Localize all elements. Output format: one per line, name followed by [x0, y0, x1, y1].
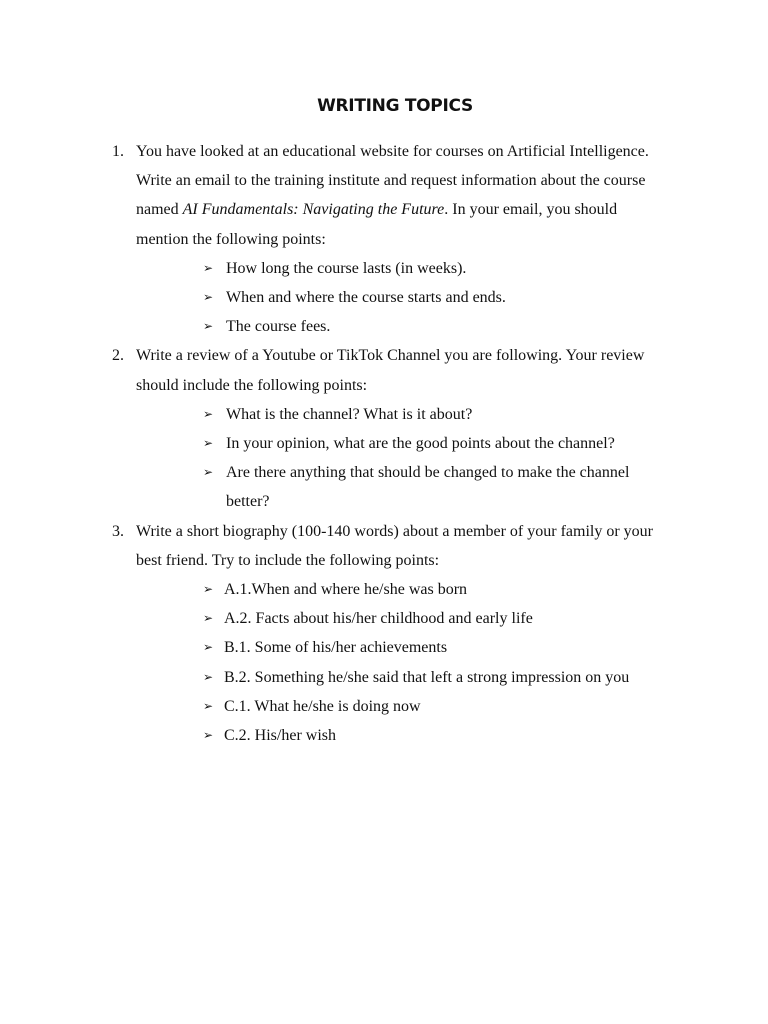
topic-item-2 [0, 341, 768, 516]
point-text: C.1. What he/she is doing now [224, 697, 421, 715]
arrowhead-bullet-icon: ➢ [203, 319, 214, 334]
arrowhead-bullet-icon: ➢ [203, 436, 214, 451]
list-item [136, 429, 668, 458]
point-text: C.2. His/her wish [224, 727, 336, 745]
point-text: In your opinion, what are the good points about the channel? [226, 435, 615, 453]
list-item [136, 663, 668, 692]
list-item [136, 604, 668, 633]
point-text: B.1. Some of his/her achievements [224, 639, 448, 657]
list-item [136, 312, 668, 341]
arrowhead-bullet-icon: ➢ [203, 465, 214, 480]
list-item [136, 283, 668, 312]
topic-item-3 [0, 517, 768, 751]
arrowhead-bullet-icon: ➢ [203, 582, 214, 597]
list-item [136, 254, 668, 283]
list-item [136, 458, 668, 516]
topic-item-1 [0, 137, 768, 341]
point-text: A.2. Facts about his/her childhood and early life [224, 610, 533, 628]
arrowhead-bullet-icon: ➢ [203, 669, 214, 684]
point-list [136, 575, 668, 750]
topic-prompt [136, 137, 668, 254]
list-item [136, 575, 668, 604]
arrowhead-bullet-icon: ➢ [203, 290, 214, 305]
point-list [136, 254, 668, 342]
point-text: A.1.When and where he/she was born [224, 581, 468, 599]
course-name: AI Fundamentals: Navigating the Future [182, 201, 445, 219]
arrowhead-bullet-icon: ➢ [203, 406, 214, 421]
list-item [136, 633, 668, 662]
topic-prompt: Write a review of a Youtube or TikTok Channel you are following. Your review should include the following points: [136, 347, 645, 394]
point-text: How long the course lasts (in weeks). [226, 259, 467, 277]
arrowhead-bullet-icon: ➢ [203, 728, 214, 743]
list-item [136, 721, 668, 750]
topic-text-before: You have looked at an educational website for courses on Artificial Intelligence. Write an email to the training institute and request information about the course named [136, 143, 649, 219]
point-text: The course fees. [226, 318, 331, 336]
arrowhead-bullet-icon: ➢ [203, 640, 214, 655]
point-text: When and where the course starts and ends. [226, 289, 506, 307]
topic-text-after: . In your email, you should mention the following points: [136, 201, 618, 248]
topic-number: 1. [112, 143, 124, 160]
topic-number: 2. [112, 347, 124, 365]
point-list [136, 400, 668, 517]
point-text: B.2. Something he/she said that left a strong impression on you [224, 668, 630, 686]
list-item [136, 692, 668, 721]
arrowhead-bullet-icon: ➢ [203, 260, 214, 275]
arrowhead-bullet-icon: ➢ [203, 611, 214, 626]
page-title: WRITING TOPICS [317, 96, 473, 116]
topic-number: 3. [112, 522, 124, 540]
list-item [136, 400, 668, 429]
topic-list [0, 137, 768, 750]
topic-prompt: Write a short biography (100-140 words) about a member of your family or your best friend. Try to include the following points: [136, 522, 653, 569]
arrowhead-bullet-icon: ➢ [203, 698, 214, 713]
point-text: Are there anything that should be changed to make the channel better? [226, 464, 630, 511]
point-text: What is the channel? What is it about? [226, 405, 473, 423]
